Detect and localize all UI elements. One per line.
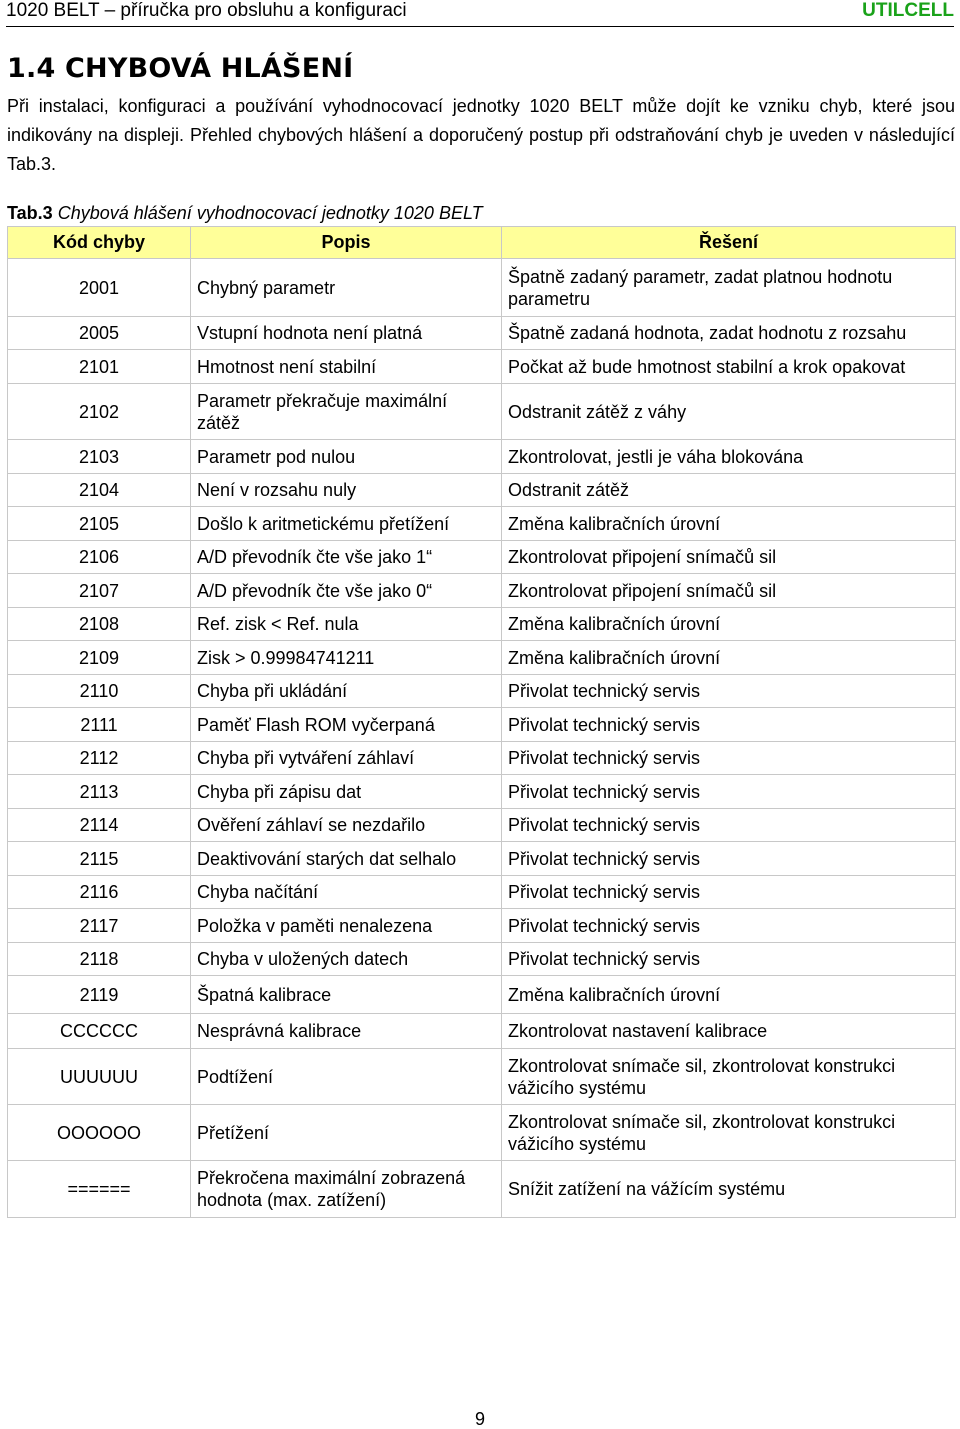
error-code-cell: 2103: [8, 440, 191, 474]
error-code-cell: 2102: [8, 384, 191, 440]
error-code-cell: 2116: [8, 876, 191, 909]
error-code-cell: 2118: [8, 943, 191, 976]
error-solution-cell: Přivolat technický servis: [502, 675, 956, 708]
table-row: [8, 876, 956, 909]
table-row: [8, 809, 956, 842]
table-row: [8, 1161, 956, 1218]
error-description-cell: A/D převodník čte vše jako 1“: [191, 541, 502, 574]
error-description-cell: Špatná kalibrace: [191, 976, 502, 1014]
table-caption-text: Chybová hlášení vyhodnocovací jednotky 1020 BELT: [52, 203, 483, 223]
error-solution-cell: Špatně zadaný parametr, zadat platnou hodnotu parametru: [502, 259, 956, 317]
error-solution-cell: Odstranit zátěž: [502, 474, 956, 507]
error-code-cell: 2001: [8, 259, 191, 317]
page-number: 9: [474, 1409, 485, 1429]
error-solution-cell: Přivolat technický servis: [502, 742, 956, 775]
error-code-cell: 2101: [8, 350, 191, 384]
error-code-cell: CCCCCC: [8, 1014, 191, 1049]
table-row: [8, 317, 956, 350]
column-header-solution: Řešení: [502, 227, 956, 259]
error-solution-cell: Změna kalibračních úrovní: [502, 641, 956, 675]
error-solution-cell: Změna kalibračních úrovní: [502, 507, 956, 541]
error-code-cell: ======: [8, 1161, 191, 1218]
column-header-description: Popis: [191, 227, 502, 259]
error-code-cell: OOOOOO: [8, 1105, 191, 1161]
table-row: [8, 507, 956, 541]
error-solution-cell: Zkontrolovat snímače sil, zkontrolovat konstrukci vážicího systému: [502, 1049, 956, 1105]
error-solution-cell: Změna kalibračních úrovní: [502, 976, 956, 1014]
error-code-cell: 2107: [8, 574, 191, 608]
error-description-cell: Chyba při ukládání: [191, 675, 502, 708]
table-caption: [7, 202, 483, 224]
table-row: [8, 675, 956, 708]
table-row: [8, 474, 956, 507]
error-description-cell: Nesprávná kalibrace: [191, 1014, 502, 1049]
error-code-cell: 2119: [8, 976, 191, 1014]
table-row: [8, 541, 956, 574]
error-solution-cell: Zkontrolovat nastavení kalibrace: [502, 1014, 956, 1049]
table-row: [8, 842, 956, 876]
error-description-cell: Paměť Flash ROM vyčerpaná: [191, 708, 502, 742]
table-row: [8, 708, 956, 742]
section-title: 1.4 CHYBOVÁ HLÁŠENÍ: [7, 53, 354, 84]
error-code-cell: 2115: [8, 842, 191, 876]
error-description-cell: Chybný parametr: [191, 259, 502, 317]
error-code-cell: 2117: [8, 909, 191, 943]
table-row: [8, 259, 956, 317]
table-row: [8, 943, 956, 976]
error-description-cell: Chyba při zápisu dat: [191, 775, 502, 809]
error-description-cell: Vstupní hodnota není platná: [191, 317, 502, 350]
error-solution-cell: Přivolat technický servis: [502, 775, 956, 809]
error-solution-cell: Přivolat technický servis: [502, 876, 956, 909]
error-description-cell: Chyba načítání: [191, 876, 502, 909]
error-description-cell: Překročena maximální zobrazená hodnota (max. zatížení): [191, 1161, 502, 1218]
error-description-cell: Parametr překračuje maximální zátěž: [191, 384, 502, 440]
error-description-cell: Podtížení: [191, 1049, 502, 1105]
error-solution-cell: Přivolat technický servis: [502, 842, 956, 876]
document-header-title: 1020 BELT – příručka pro obsluhu a konfiguraci: [6, 0, 407, 21]
table-row: [8, 909, 956, 943]
error-description-cell: Není v rozsahu nuly: [191, 474, 502, 507]
error-code-cell: 2111: [8, 708, 191, 742]
error-solution-cell: Zkontrolovat snímače sil, zkontrolovat konstrukci vážicího systému: [502, 1105, 956, 1161]
error-table: [7, 226, 956, 1218]
error-solution-cell: Změna kalibračních úrovní: [502, 608, 956, 641]
error-description-cell: Parametr pod nulou: [191, 440, 502, 474]
table-row: [8, 775, 956, 809]
error-code-cell: 2105: [8, 507, 191, 541]
error-solution-cell: Zkontrolovat připojení snímačů sil: [502, 541, 956, 574]
error-solution-cell: Přivolat technický servis: [502, 708, 956, 742]
table-header-row: [8, 227, 956, 259]
error-description-cell: Deaktivování starých dat selhalo: [191, 842, 502, 876]
intro-paragraph: Při instalaci, konfiguraci a používání vyhodnocovací jednotky 1020 BELT může dojít ke vzniku chyb, které jsou indikovány na displeji. Přehled chybových hlášení a doporučený postup při odstraňování chyb je uveden v následující Tab.3.: [7, 96, 955, 174]
table-caption-label: Tab.3: [7, 203, 53, 223]
error-code-cell: 2109: [8, 641, 191, 675]
error-code-cell: 2106: [8, 541, 191, 574]
table-row: [8, 608, 956, 641]
table-row: [8, 641, 956, 675]
error-description-cell: Položka v paměti nenalezena: [191, 909, 502, 943]
column-header-code: Kód chyby: [8, 227, 191, 259]
table-row: [8, 1049, 956, 1105]
error-solution-cell: Počkat až bude hmotnost stabilní a krok opakovat: [502, 350, 956, 384]
table-row: [8, 440, 956, 474]
error-description-cell: Zisk > 0.99984741211: [191, 641, 502, 675]
table-row: [8, 350, 956, 384]
error-description-cell: Došlo k aritmetickému přetížení: [191, 507, 502, 541]
error-description-cell: A/D převodník čte vše jako 0“: [191, 574, 502, 608]
error-code-cell: 2114: [8, 809, 191, 842]
error-description-cell: Chyba při vytváření záhlaví: [191, 742, 502, 775]
table-row: [8, 976, 956, 1014]
table-row: [8, 1014, 956, 1049]
table-row: [8, 1105, 956, 1161]
error-solution-cell: Špatně zadaná hodnota, zadat hodnotu z rozsahu: [502, 317, 956, 350]
error-solution-cell: Přivolat technický servis: [502, 909, 956, 943]
header-divider: [6, 26, 954, 27]
error-description-cell: Hmotnost není stabilní: [191, 350, 502, 384]
table-row: [8, 742, 956, 775]
table-row: [8, 574, 956, 608]
error-code-cell: 2104: [8, 474, 191, 507]
error-code-cell: 2110: [8, 675, 191, 708]
error-solution-cell: Zkontrolovat připojení snímačů sil: [502, 574, 956, 608]
error-solution-cell: Přivolat technický servis: [502, 943, 956, 976]
error-description-cell: Ověření záhlaví se nezdařilo: [191, 809, 502, 842]
error-solution-cell: Snížit zatížení na vážícím systému: [502, 1161, 956, 1218]
error-description-cell: Ref. zisk < Ref. nula: [191, 608, 502, 641]
error-solution-cell: Odstranit zátěž z váhy: [502, 384, 956, 440]
table-row: [8, 384, 956, 440]
error-description-cell: Přetížení: [191, 1105, 502, 1161]
error-code-cell: 2108: [8, 608, 191, 641]
error-code-cell: 2113: [8, 775, 191, 809]
error-code-cell: UUUUUU: [8, 1049, 191, 1105]
error-code-cell: 2005: [8, 317, 191, 350]
error-code-cell: 2112: [8, 742, 191, 775]
error-solution-cell: Zkontrolovat, jestli je váha blokována: [502, 440, 956, 474]
error-description-cell: Chyba v uložených datech: [191, 943, 502, 976]
brand-logo-text: UTILCELL: [862, 0, 954, 21]
error-solution-cell: Přivolat technický servis: [502, 809, 956, 842]
